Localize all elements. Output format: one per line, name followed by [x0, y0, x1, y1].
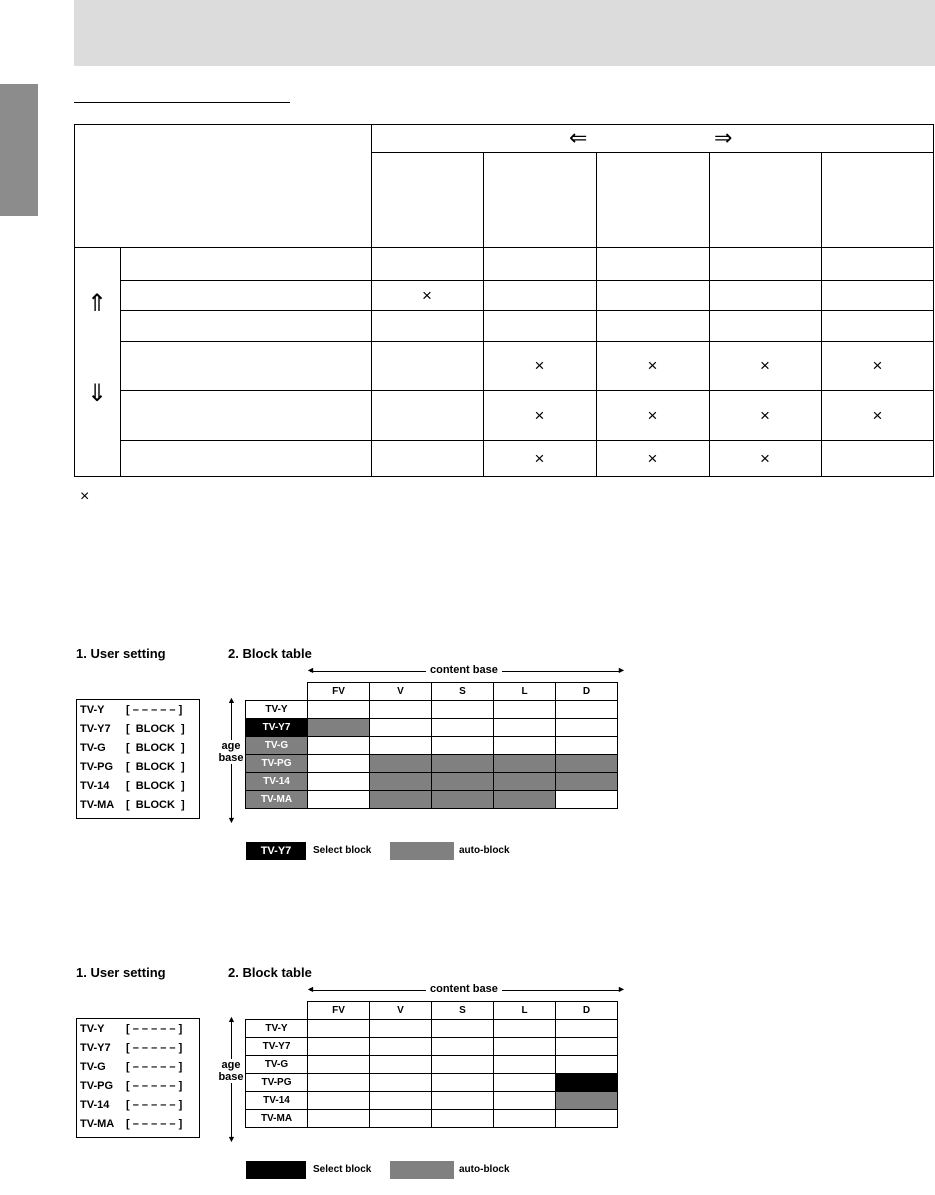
row-label: TV-G	[246, 737, 308, 755]
auto-block-label: auto-block	[459, 1164, 510, 1175]
block-cell	[308, 773, 370, 791]
user-rating-value: [ – – – – – ]	[126, 1118, 183, 1130]
block-cell	[432, 737, 494, 755]
matrix-cell	[371, 247, 483, 280]
block-cell	[494, 1110, 556, 1128]
block-cell	[308, 1074, 370, 1092]
select-block-swatch: TV-Y7	[246, 842, 306, 860]
matrix-cell	[709, 280, 821, 310]
rating-matrix	[74, 124, 934, 477]
block-table	[245, 682, 618, 809]
age-base-label: age base	[216, 740, 246, 764]
header-banner	[74, 0, 935, 66]
block-cell	[308, 1020, 370, 1038]
block-cell	[494, 1092, 556, 1110]
block-cell	[370, 1056, 432, 1074]
user-setting-heading: 1. User setting	[76, 965, 166, 980]
column-header: FV	[308, 1002, 370, 1020]
arrow-right-icon: ►	[617, 665, 626, 675]
block-cell	[556, 1038, 618, 1056]
matrix-cell: ×	[422, 285, 432, 305]
user-rating-label: TV-14	[80, 780, 110, 792]
block-cell	[370, 1110, 432, 1128]
column-header: D	[556, 683, 618, 701]
matrix-cell	[483, 247, 596, 280]
row-label: TV-Y7	[246, 719, 308, 737]
arrow-left-icon: ◄	[306, 984, 315, 994]
row-label: TV-14	[246, 773, 308, 791]
block-cell	[494, 1074, 556, 1092]
user-rating-value: [ BLOCK ]	[126, 780, 185, 792]
user-rating-label: TV-Y7	[80, 1042, 111, 1054]
matrix-cell	[483, 310, 596, 341]
block-cell	[556, 737, 618, 755]
block-cell	[494, 1056, 556, 1074]
matrix-cell	[483, 280, 596, 310]
user-rating-value: [ – – – – – ]	[126, 704, 183, 716]
user-rating-label: TV-PG	[80, 761, 114, 773]
block-cell	[556, 755, 618, 773]
row-label: TV-MA	[246, 791, 308, 809]
column-header: V	[370, 1002, 432, 1020]
block-diagram-2	[74, 965, 634, 1195]
arrow-left-icon: ⇐	[569, 125, 588, 150]
block-cell	[494, 737, 556, 755]
block-cell	[556, 791, 618, 809]
user-rating-value: [ – – – – – ]	[126, 1042, 183, 1054]
user-rating-value: [ BLOCK ]	[126, 799, 185, 811]
matrix-cell	[371, 440, 483, 477]
block-cell	[432, 755, 494, 773]
matrix-cell	[821, 247, 934, 280]
block-cell	[308, 1110, 370, 1128]
user-rating-label: TV-MA	[80, 1118, 115, 1130]
select-block-label: Select block	[313, 845, 372, 856]
matrix-cell	[709, 310, 821, 341]
arrow-right-icon: ⇒	[714, 125, 733, 150]
column-header: L	[494, 1002, 556, 1020]
row-label: TV-Y	[246, 701, 308, 719]
matrix-cell: ×	[760, 405, 770, 425]
auto-block-swatch	[390, 1161, 454, 1179]
block-cell	[370, 1074, 432, 1092]
block-cell	[370, 755, 432, 773]
block-cell	[370, 701, 432, 719]
block-cell	[308, 1038, 370, 1056]
column-header: V	[370, 683, 432, 701]
matrix-cell	[821, 310, 934, 341]
user-rating-value: [ BLOCK ]	[126, 761, 185, 773]
matrix-cell	[371, 390, 483, 440]
user-rating-label: TV-Y	[80, 1023, 105, 1035]
matrix-cell	[821, 440, 934, 477]
matrix-cell	[371, 310, 483, 341]
block-cell	[556, 701, 618, 719]
row-label: TV-G	[246, 1056, 308, 1074]
column-header: D	[556, 1002, 618, 1020]
matrix-cell: ×	[534, 356, 545, 375]
arrow-down-icon: ⇓	[86, 380, 108, 407]
user-rating-label: TV-G	[80, 1061, 106, 1073]
block-cell	[308, 1056, 370, 1074]
section-underline	[74, 102, 290, 103]
matrix-cell: ×	[760, 449, 770, 468]
arrow-down-icon: ▼	[227, 815, 236, 825]
block-cell	[556, 773, 618, 791]
user-rating-label: TV-Y7	[80, 723, 111, 735]
block-cell	[370, 791, 432, 809]
matrix-cell: ×	[534, 449, 545, 468]
row-label: TV-MA	[246, 1110, 308, 1128]
age-base-label: age base	[216, 1059, 246, 1083]
block-cell	[494, 719, 556, 737]
block-cell	[308, 791, 370, 809]
block-table	[245, 1001, 618, 1128]
arrow-up-icon: ⇑	[86, 290, 108, 317]
column-header: L	[494, 683, 556, 701]
auto-block-swatch	[390, 842, 454, 860]
user-rating-value: [ – – – – – ]	[126, 1099, 183, 1111]
matrix-cell: ×	[760, 356, 770, 375]
block-cell	[494, 755, 556, 773]
user-rating-value: [ BLOCK ]	[126, 742, 185, 754]
block-cell	[556, 719, 618, 737]
select-block-swatch	[246, 1161, 306, 1179]
matrix-cell: ×	[872, 356, 883, 375]
block-cell	[556, 1074, 618, 1092]
block-cell	[556, 1110, 618, 1128]
block-cell	[308, 755, 370, 773]
column-header: FV	[308, 683, 370, 701]
block-cell	[370, 1020, 432, 1038]
column-header: S	[432, 683, 494, 701]
block-cell	[432, 1092, 494, 1110]
matrix-cell	[709, 247, 821, 280]
block-table-heading: 2. Block table	[228, 965, 312, 980]
matrix-cell	[821, 280, 934, 310]
arrow-up-icon: ▲	[227, 1014, 236, 1024]
row-label: TV-Y	[246, 1020, 308, 1038]
matrix-cell	[596, 247, 709, 280]
block-cell	[432, 1074, 494, 1092]
row-label: TV-PG	[246, 755, 308, 773]
user-rating-value: [ – – – – – ]	[126, 1080, 183, 1092]
block-cell	[432, 773, 494, 791]
block-cell	[556, 1092, 618, 1110]
block-cell	[556, 1020, 618, 1038]
arrow-up-icon: ▲	[227, 695, 236, 705]
block-cell	[432, 1038, 494, 1056]
row-label: TV-PG	[246, 1074, 308, 1092]
matrix-cell	[371, 341, 483, 390]
block-table-heading: 2. Block table	[228, 646, 312, 661]
select-block-label: Select block	[313, 1164, 372, 1175]
matrix-cell: ×	[534, 405, 545, 425]
block-diagram-1	[74, 646, 634, 876]
matrix-cell: ×	[647, 405, 658, 425]
block-cell	[370, 737, 432, 755]
user-rating-value: [ – – – – – ]	[126, 1061, 183, 1073]
table-corner	[246, 1002, 308, 1020]
matrix-cell	[596, 280, 709, 310]
block-cell	[370, 1038, 432, 1056]
footnote-cross-icon: ×	[80, 488, 90, 505]
block-cell	[494, 1038, 556, 1056]
arrow-right-icon: ►	[617, 984, 626, 994]
block-cell	[432, 1056, 494, 1074]
auto-block-label: auto-block	[459, 845, 510, 856]
block-cell	[432, 1020, 494, 1038]
block-cell	[308, 701, 370, 719]
arrow-down-icon: ▼	[227, 1134, 236, 1144]
matrix-cell: ×	[647, 356, 658, 375]
user-rating-value: [ BLOCK ]	[126, 723, 185, 735]
block-cell	[308, 1092, 370, 1110]
block-cell	[556, 1056, 618, 1074]
user-rating-label: TV-PG	[80, 1080, 114, 1092]
block-cell	[494, 791, 556, 809]
content-base-label: content base	[426, 664, 502, 676]
user-rating-label: TV-MA	[80, 799, 115, 811]
row-label: TV-Y7	[246, 1038, 308, 1056]
user-rating-label: TV-G	[80, 742, 106, 754]
matrix-cell: ×	[872, 405, 883, 425]
user-rating-value: [ – – – – – ]	[126, 1023, 183, 1035]
user-setting-heading: 1. User setting	[76, 646, 166, 661]
table-corner	[246, 683, 308, 701]
side-tab	[0, 84, 38, 216]
matrix-cell	[596, 310, 709, 341]
content-base-label: content base	[426, 983, 502, 995]
block-cell	[370, 773, 432, 791]
block-cell	[494, 1020, 556, 1038]
matrix-cell: ×	[647, 449, 658, 468]
block-cell	[370, 719, 432, 737]
column-header: S	[432, 1002, 494, 1020]
block-cell	[432, 791, 494, 809]
block-cell	[432, 701, 494, 719]
block-cell	[308, 719, 370, 737]
block-cell	[432, 719, 494, 737]
block-cell	[432, 1110, 494, 1128]
row-label: TV-14	[246, 1092, 308, 1110]
block-cell	[308, 737, 370, 755]
block-cell	[370, 1092, 432, 1110]
arrow-left-icon: ◄	[306, 665, 315, 675]
block-cell	[494, 773, 556, 791]
block-cell	[494, 701, 556, 719]
user-rating-label: TV-14	[80, 1099, 110, 1111]
user-rating-label: TV-Y	[80, 704, 105, 716]
